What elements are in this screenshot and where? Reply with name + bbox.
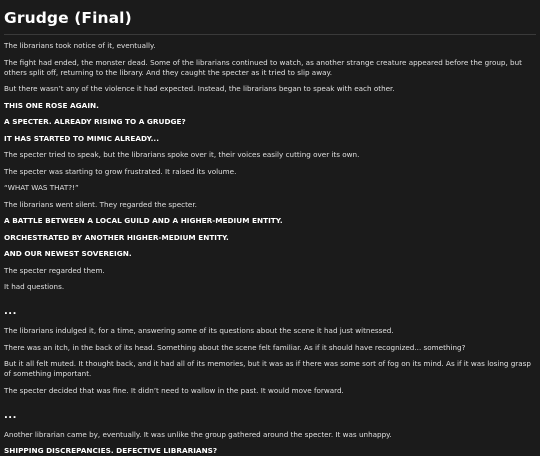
bold-paragraph: ORCHESTRATED BY ANOTHER HIGHER-MEDIUM ENTITY. xyxy=(4,232,229,242)
bold-paragraph: SHIPPING DISCREPANCIES. DEFECTIVE LIBRARIANS? xyxy=(4,446,218,455)
paragraph: There was an itch, in the back of its head. Something about the scene felt familiar. As if it should have recognized... something? xyxy=(4,342,466,352)
paragraph: The specter was starting to grow frustrated. It raised its volume. xyxy=(4,166,237,176)
section-separator: ... xyxy=(4,409,17,421)
paragraph: The librarians took notice of it, eventually. xyxy=(4,41,156,50)
paragraph: “WHAT WAS THAT?!” xyxy=(4,183,79,192)
paragraph: The specter regarded them. xyxy=(4,265,105,275)
paragraph: The specter tried to speak, but the librarians spoke over it, their voices easily cutting over its own. xyxy=(4,150,360,159)
section-separator: ... xyxy=(4,306,17,317)
paragraph: The librarians indulged it, for a time, answering some of its questions about the scene it had just witnessed. xyxy=(4,326,394,335)
paragraph: The specter decided that was fine. It didn’t need to wallow in the past. It would move forward. xyxy=(4,385,344,395)
paragraph: The fight had ended, the monster dead. Some of the librarians continued to watch, as another strange creature appeared before the group, but others split off, returning to the library. And they caught the specter as it tried to slip away. xyxy=(4,57,522,77)
paragraph: But there wasn’t any of the violence it had expected. Instead, the librarians began to speak with each other. xyxy=(4,84,395,93)
bold-paragraph: A BATTLE BETWEEN A LOCAL GUILD AND A HIGHER-MEDIUM ENTITY. xyxy=(4,216,283,225)
bold-paragraph: THIS ONE ROSE AGAIN. xyxy=(4,100,99,110)
bold-paragraph: AND OUR NEWEST SOVEREIGN. xyxy=(4,249,132,258)
paragraph: The librarians went silent. They regarded the specter. xyxy=(4,199,197,209)
paragraph: It had questions. xyxy=(4,282,65,291)
paragraph: Another librarian came by, eventually. It was unlike the group gathered around the specter. It was unhappy. xyxy=(4,429,392,439)
bold-paragraph: A SPECTER. ALREADY RISING TO A GRUDGE? xyxy=(4,117,186,126)
story-content xyxy=(4,41,536,456)
page-title: Grudge (Final) xyxy=(4,9,132,27)
title-divider xyxy=(4,34,536,35)
bold-paragraph: IT HAS STARTED TO MIMIC ALREADY... xyxy=(4,133,159,143)
paragraph: But it all felt muted. It thought back, and it had all of its memories, but it was as if there was some sort of fog on its mind. As if it was losing grasp of something important. xyxy=(4,359,531,378)
